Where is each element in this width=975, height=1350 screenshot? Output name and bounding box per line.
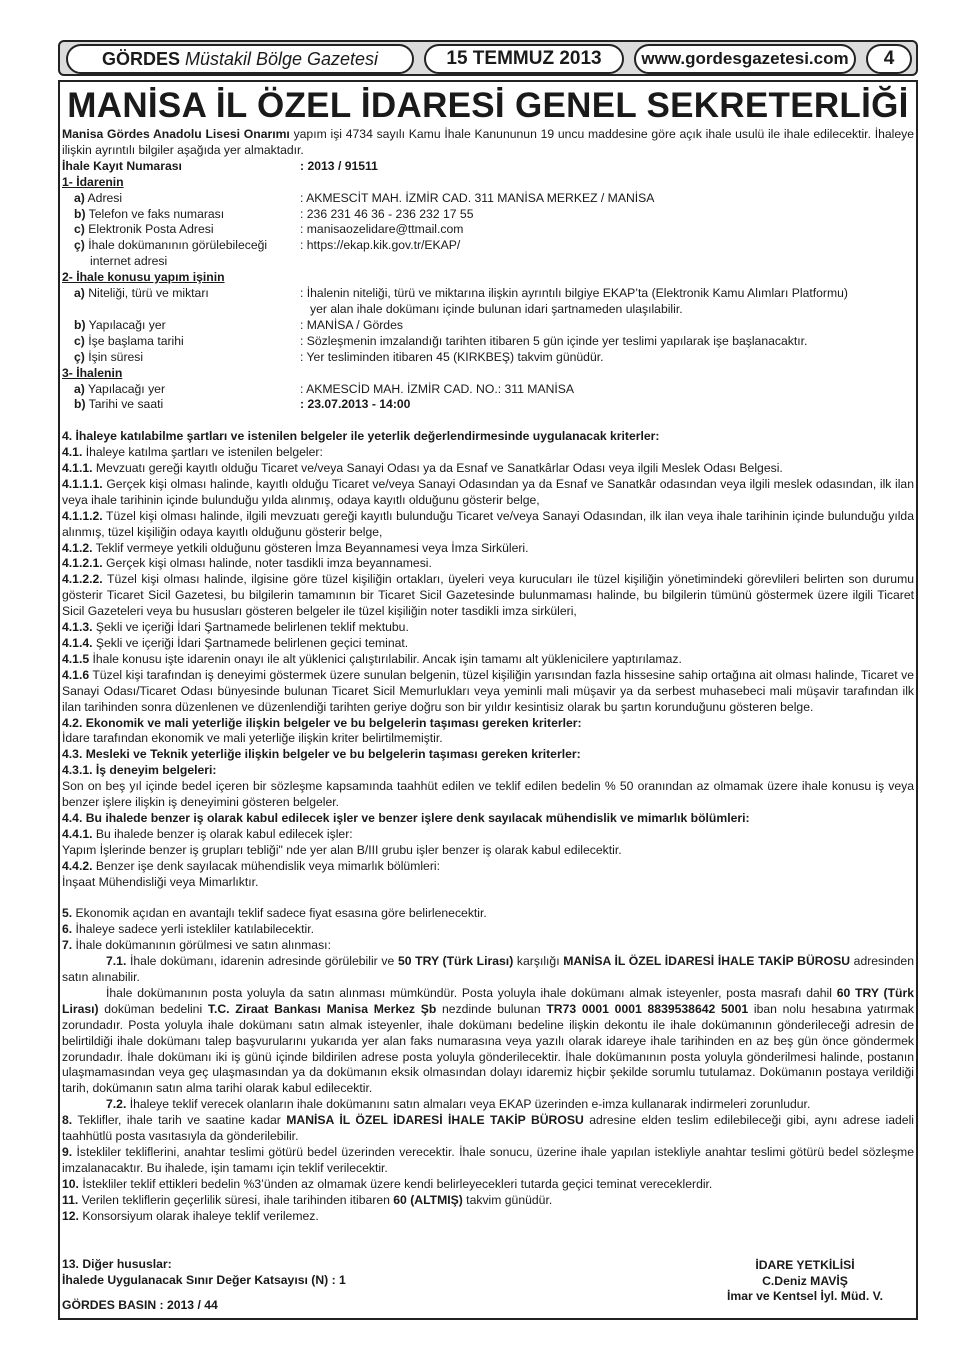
criteria-paragraph: 4.1.6 Tüzel kişi tarafından iş deneyimi göstermek üzere sunulan belgenin, tüzel kişiliğin yarısından fazla hissesine sahip ortağına ait olması halinde, Ticaret ve Sanayi Odası/Ticaret Odası bünyesinde bulunan Ticaret Sicil Memurlukları veya yeminli mali müşavir ya da serbest muhasebeci mali müşavir tarafından ilk ilan tarihinden sonra düzenlenen ve düzenlendiği tarihten geriye doğru son bir yıldır kesintisiz olarak bu şartın korunduğunu gösteren belge.	[62, 667, 914, 714]
criteria-paragraph: İnşaat Mühendisliği veya Mimarlıktır.	[62, 874, 259, 889]
criteria-paragraph: 4.1.2. Teklif vermeye yetkili olduğunu gösteren İmza Beyannamesi veya İmza Sirküleri.	[62, 540, 529, 555]
authority-title: İDARE YETKİLİSİ	[755, 1258, 855, 1272]
iban: TR73 0001 0001 8839538642 5001	[546, 1001, 749, 1016]
item-8: 8. Teklifler, ihale tarih ve saatine kadar MANİSA İL ÖZEL İDARESİ İHALE TAKİP BÜROSU adresine elden teslim edilebileceği gibi, aynı adrese iadeli taahhütlü posta vasıtasıyla da gönderilebilir.	[62, 1113, 914, 1144]
item-paragraph: 10. İstekliler teklif ettikleri bedelin %3’ünden az olmamak üzere kendi belirleyecekleri tutarda geçici teminat vereceklerdir.	[62, 1176, 713, 1191]
section-2-heading: 2- İhale konusu yapım işinin	[62, 270, 225, 285]
criteria-paragraph: 4.2. Ekonomik ve mali yeterliğe ilişkin belgeler ve bu belgelerin taşıması gereken kriterler:	[62, 715, 582, 730]
criteria-list	[62, 429, 914, 890]
authority-role: İmar ve Kentsel İyl. Müd. V.	[726, 1289, 883, 1303]
criteria-paragraph: 4.1.2.1. Gerçek kişi olması halinde, noter tasdikli imza beyannamesi.	[62, 556, 432, 571]
criteria-paragraph: 4.1. İhaleye katılma şartları ve istenilen belgeler:	[62, 445, 323, 460]
item-7-1: 7.1. İhale dokümanı, idarenin adresinde görülebilir ve 50 TRY (Türk Lirası) karşılığı MANİSA İL ÖZEL İDARESİ İHALE TAKİP BÜROSU adresinden satın alınabilir.	[62, 954, 914, 984]
item-paragraph: 9. İstekliler tekliflerini, anahtar teslimi götürü bedel üzerinden verecektir. İhale sonucu, üzerine ihale yapılan istekliyle anahtar teslimi götürü bedel sözleşme imzalanacaktır. Bu ihalede, işin tamamı için teklif verilecektir.	[62, 1144, 914, 1175]
registry-label: İhale Kayıt Numarası	[62, 158, 182, 173]
signature-block	[700, 1258, 910, 1305]
item-12: 12. Konsorsiyum olarak ihaleye teklif verilemez.	[62, 1208, 319, 1223]
criteria-paragraph: 4.1.3. Şekli ve içeriği İdari Şartnamede belirlenen teklif mektubu.	[62, 620, 409, 635]
postal-purchase-paragraph: İhale dokümanının posta yoluyla da satın alınması mümkündür. Posta yoluyla ihale dokümanı almak isteyenler, posta masrafı dahil 60 TRY (Türk Lirası) doküman bedelini T.C. Ziraat Bankası Manisa Merkez Şb nezdinde bulunan TR73 0001 0001 8839538642 5001 iban nolu hesabına yatırmak zorundadır. Posta yoluyla ihale dokümanı satın almak isteyenler, ihale dokümanı bedeline ilişkin dekontu ile ihale dokümanının gönderileceği adresin de belirtildiği ihale dokümanı talep başvurularını yukarıda yer alan faks numarasına veya yazılı olarak idareye ihale tarihinden en az beş gün önce göndermek zorundadır. İhale dokümanı iki iş günü içinde bildirilen adrese posta yoluyla gönderilecektir. İhale dokümanının posta yoluyla gönderilmesi halinde, postanın ulaşmamasından veya geç ulaşmasından ya da dokümanın eksik olmasından dolayı idaremiz hiçbir şekilde sorumlu tutulamaz. Dokümanın postaya verildiği tarih, dokümanın satın alma tarihi olarak kabul edilecektir.	[62, 985, 914, 1096]
admin-address: : AKMESCİT MAH. İZMİR CAD. 311 MANİSA MERKEZ / MANİSA	[300, 190, 655, 205]
criteria-paragraph: 4.3.1. İş deneyim belgeleri:	[62, 763, 217, 778]
criteria-paragraph: 4.1.1.1. Gerçek kişi olması halinde, kayıtlı olduğu Ticaret ve/veya Sanayi Odasından ya da Esnaf ve Sanatkâr odasından veya ilgili meslek odasından, ilk ilan veya ihale tarihinin içinde bulunduğu yılda alınmış, odaya kayıtlı olduğunu gösterir belge,	[62, 476, 914, 507]
criteria-paragraph: Yapım İşlerinde benzer iş grupları tebliği" nde yer alan B/III grubu işler benzer iş olarak kabul edilecektir.	[62, 842, 622, 857]
criteria-paragraph: 4.4.2. Benzer işe denk sayılacak mühendislik veya mimarlık bölümleri:	[62, 858, 440, 873]
footer-left	[62, 1257, 346, 1314]
criteria-paragraph: 4.1.1.2. Tüzel kişi olması halinde, ilgili mevzuatı gereği kayıtlı bulunduğu Ticaret ve/veya Sanayi Odasından, ilk ilan veya ihale tarihinin içinde bulunduğu yılda alınmış, tüzel kişiliğin odaya kayıtlı olduğunu gösterir belge,	[62, 508, 914, 539]
press-reference: GÖRDES BASIN : 2013 / 44	[62, 1298, 218, 1312]
item-7-2: 7.2. İhaleye teklif verecek olanların ihale dokümanını satın almaları veya EKAP üzerinden e-imza kullanarak indirmeleri zorunludur.	[106, 1097, 811, 1112]
section-3-heading: 3- İhalenin	[62, 365, 123, 380]
authority-name: C.Deniz MAVİŞ	[762, 1273, 848, 1288]
criteria-paragraph: 4.1.2.2. Tüzel kişi olması halinde, ilgisine göre tüzel kişiliğin ortakları, üyeleri veya kurucuları ile tüzel kişiliğin yönetimindeki görevlileri belirten son durumu gösterir Ticaret Sicil Gazetesi, bu bilgilerin tamamının bir Ticaret Sicil Gazetesinde bulunmaması halinde, bu bilgilerin tümünü göstermek üzere ilgili Ticaret Sicil Gazeteleri veya bu hususları gösteren belgeler ile tüzel kişiliğin noter tasdikli imza sirküleri,	[62, 572, 914, 619]
criteria-paragraph: 4.1.1. Mevzuatı gereği kayıtlı olduğu Ticaret ve/veya Sanayi Odası ya da Esnaf ve Sanatkârlar Odası veya ilgili Meslek Odası Belgesi.	[62, 461, 783, 476]
criteria-paragraph: 4.1.5 İhale konusu işte idarenin onayı ile alt yüklenici çalıştırılabilir. Ancak işin tamamı alt yüklenicilere yaptırılamaz.	[62, 651, 682, 666]
section-2-rows: a) Niteliği, türü ve miktarı : İhalenin niteliği, türü ve miktarına ilişkin ayrıntılı bilgiye EKAP’ta (Elektronik Kamu Alımları Platformu) yer alan ihale dokümanı içinde bulunan idari şartnameden ulaşılabilir. b) Yapılacağı yer : MANİSA / Gördes c) İşe başlama tarihi : Sözleşmenin imzalandığı tarihten itibaren 5 gün içinde yer teslimi yapılarak işe başlanacaktır. ç) İşin süresi : Yer tesliminden itibaren 45 (KIRKBEŞ) takvim günüdür.	[74, 286, 848, 364]
items-9-to-10	[62, 1145, 914, 1193]
registry-row	[62, 159, 914, 175]
registry-value: : 2013 / 91511	[300, 158, 378, 173]
section-3-rows: a) Yapılacağı yer : AKMESCİD MAH. İZMİR CAD. NO.: 311 MANİSA b) Tarihi ve saati : 23.07.2013 - 14:00	[62, 382, 914, 414]
criteria-paragraph: İdare tarafından ekonomik ve mali yeterliğe ilişkin kriter belirtilmemiştir.	[62, 731, 443, 746]
newspaper-name-pill	[66, 44, 414, 74]
intro-paragraph	[62, 127, 914, 159]
threshold-coefficient: İhalede Uygulanacak Sınır Değer Katsayısı (N) : 1	[62, 1272, 346, 1287]
intro-text: yapım işi 4734 sayılı Kamu İhale Kanununun 19 uncu maddesine göre açık ihale usulü ile ihale edilecektir. İhaleye ilişkin ayrıntılı bilgiler aşağıda yer almaktadır.	[62, 127, 914, 157]
criteria-paragraph: 4.4.1. Bu ihalede benzer iş olarak kabul edilecek işler:	[62, 826, 353, 841]
page-title: MANİSA İL ÖZEL İDARESİ GENEL SEKRETERLİĞİ	[67, 86, 909, 125]
admin-phone: : 236 231 46 36 - 236 232 17 55	[300, 206, 474, 221]
criteria-paragraph: 4. İhaleye katılabilme şartları ve istenilen belgeler ile yeterlik değerlendirmesinde uygulanacak kriterler:	[62, 429, 660, 444]
brand-name: GÖRDES	[101, 48, 180, 69]
criteria-paragraph: 4.1.4. Şekli ve içeriği İdari Şartnamede belirlenen geçici teminat.	[62, 635, 409, 650]
item-11: 11. Verilen tekliflerin geçerlilik süresi, ihale tarihinden itibaren 60 (ALTMIŞ) takvim günüdür.	[62, 1192, 553, 1207]
brand-subtitle: Müstakil Bölge Gazetesi	[184, 48, 379, 69]
page-number: 4	[866, 44, 912, 74]
website-url[interactable]: www.gordesgazetesi.com	[634, 44, 856, 74]
items-5-to-7	[62, 906, 914, 954]
other-matters-heading: 13. Diğer hususlar:	[62, 1257, 172, 1271]
project-name: Manisa Gördes Anadolu Lisesi Onarımı	[62, 127, 290, 141]
ekap-link[interactable]: : https://ekap.kik.gov.tr/EKAP/	[300, 238, 461, 253]
item-paragraph: 7. İhale dokümanının görülmesi ve satın alınması:	[62, 938, 331, 953]
section-1-rows: a) Adresi : AKMESCİT MAH. İZMİR CAD. 311 MANİSA MERKEZ / MANİSA b) Telefon ve faks numarası : 236 231 46 36 - 236 232 17 55 c) Elektronik Posta Adresi : manisaozelidare@ttmail.com ç) İhale dokümanının görülebileceği : https://ekap.kik.gov.tr/EKAP/ internet adresi	[62, 191, 914, 271]
item-paragraph: 5. Ekonomik açıdan en avantajlı teklif sadece fiyat esasına göre belirlenecektir.	[62, 906, 487, 921]
section-1-heading: 1- İdarenin	[62, 174, 124, 189]
tender-datetime: : 23.07.2013 - 14:00	[300, 397, 411, 412]
criteria-paragraph: Son on beş yıl içinde bedel içeren bir sözleşme kapsamında taahhüt edilen ve teklif edilen bedelin % 50 oranından az olmamak üzere ihale konusu iş veya benzer işlere ilişkin iş deneyimini gösteren belgeler.	[62, 779, 914, 810]
announcement-body	[62, 127, 914, 1225]
admin-email[interactable]: : manisaozelidare@ttmail.com	[300, 222, 464, 237]
issue-date: 15 TEMMUZ 2013	[424, 44, 624, 74]
criteria-paragraph: 4.3. Mesleki ve Teknik yeterliğe ilişkin belgeler ve bu belgelerin taşıması gereken kriterler:	[62, 747, 581, 762]
criteria-paragraph: 4.4. Bu ihalede benzer iş olarak kabul edilecek işler ve benzer işlere denk sayılacak mühendislik ve mimarlık bölümleri:	[62, 810, 750, 825]
item-paragraph: 6. İhaleye sadece yerli istekliler katılabilecektir.	[62, 922, 314, 937]
